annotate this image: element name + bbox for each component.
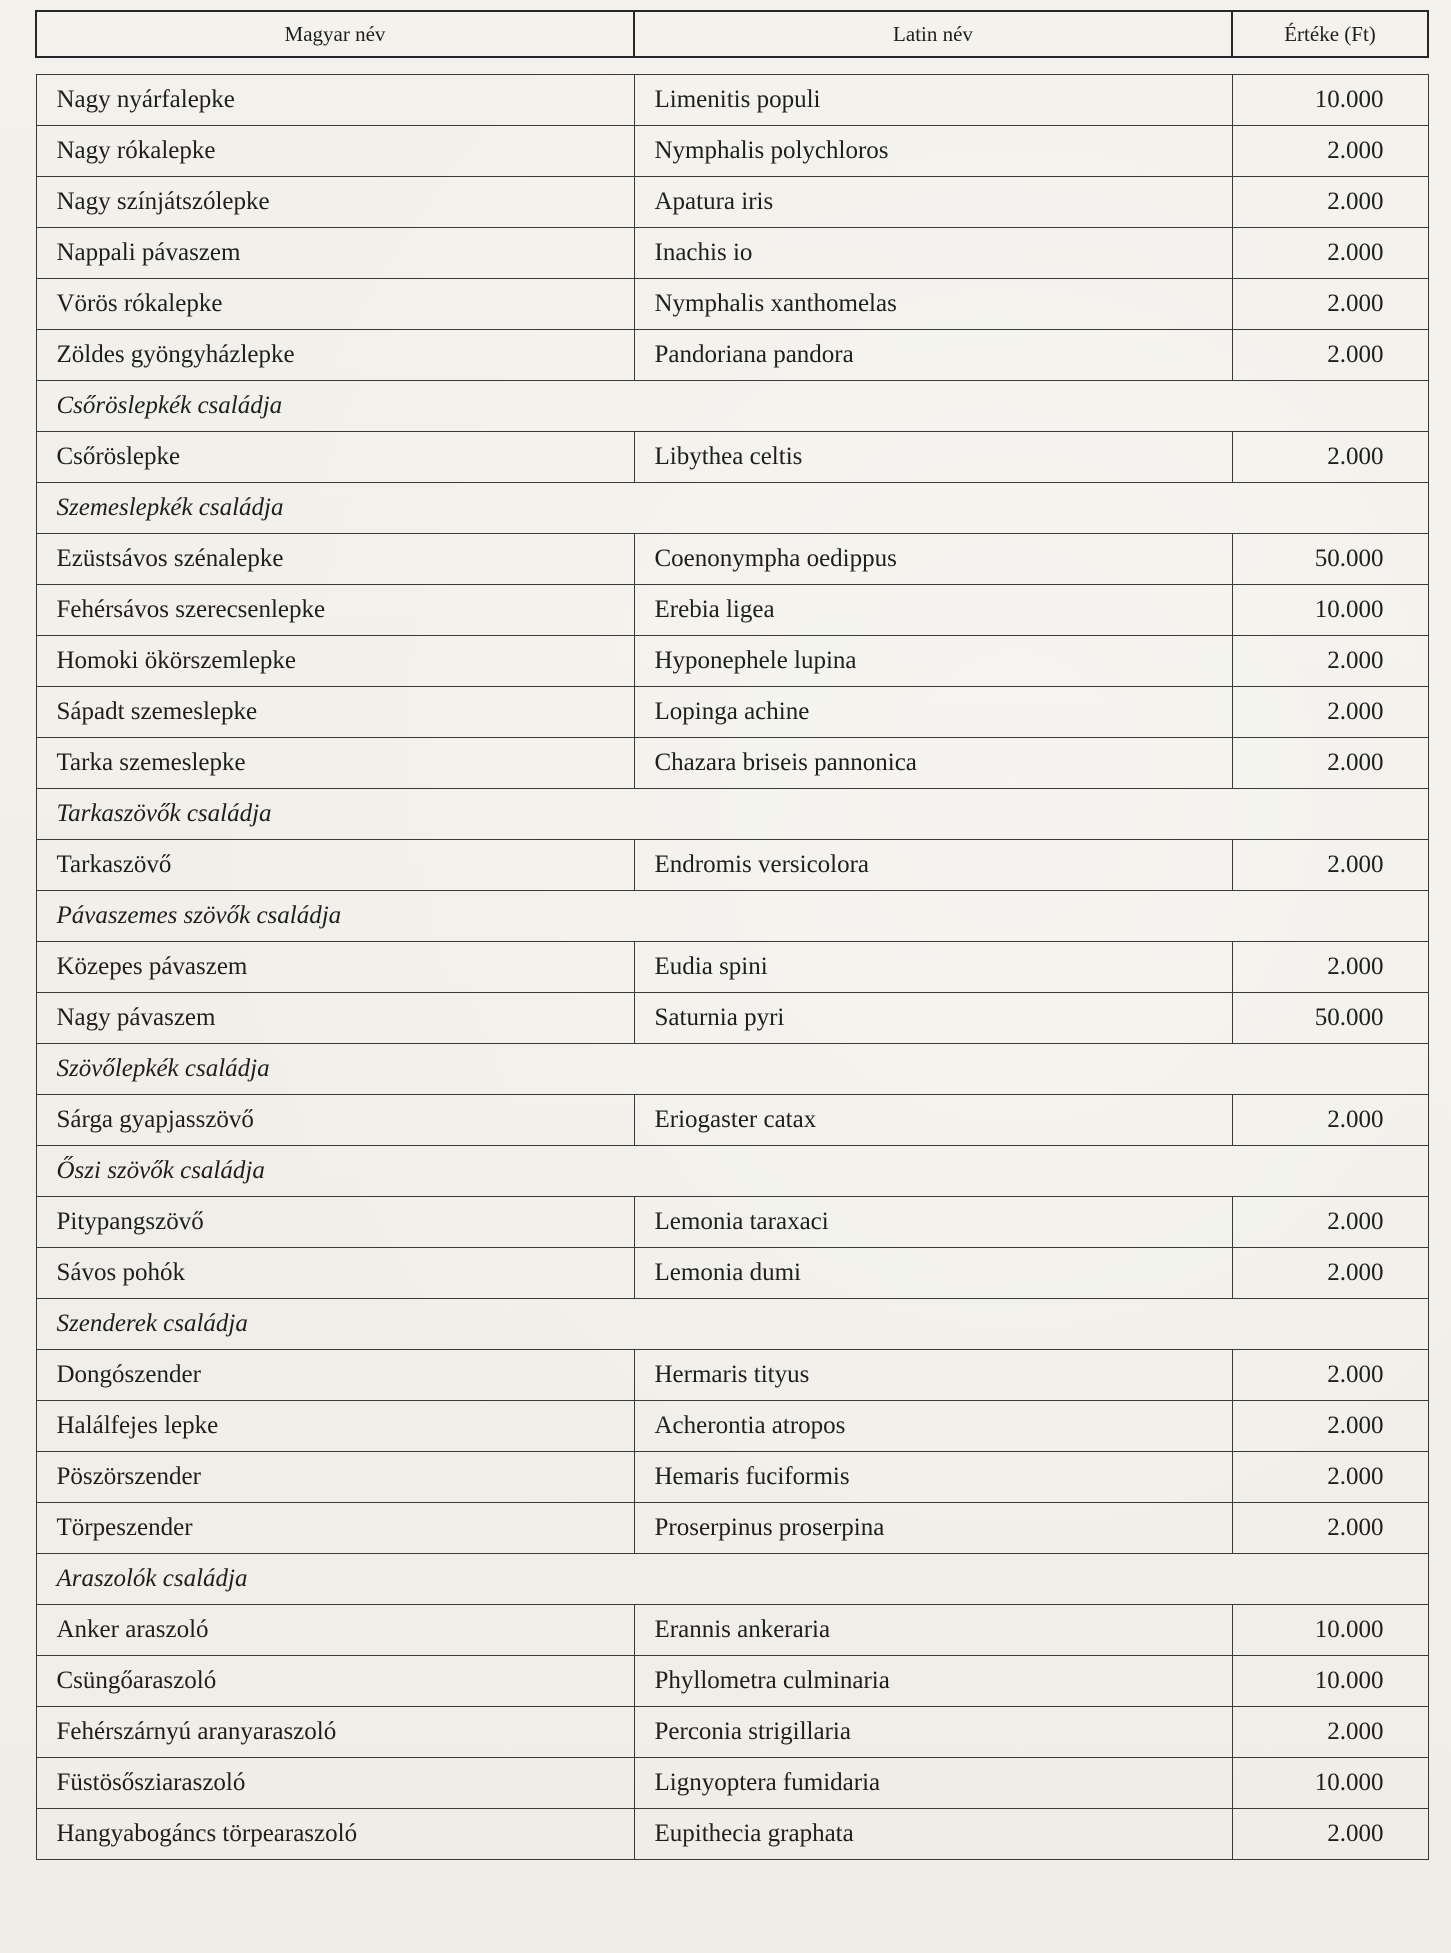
latin-name-cell: Lemonia dumi (634, 1248, 1232, 1299)
value-cell: 2.000 (1232, 1350, 1428, 1401)
latin-name-cell: Pandoriana pandora (634, 330, 1232, 381)
table-row (36, 1707, 1428, 1758)
family-heading: Szövőlepkék családja (36, 1044, 1428, 1095)
value-cell: 2.000 (1232, 126, 1428, 177)
table-row (36, 1452, 1428, 1503)
table-row (36, 636, 1428, 687)
value-cell: 2.000 (1232, 1248, 1428, 1299)
latin-name-cell: Nymphalis xanthomelas (634, 279, 1232, 330)
table-row (36, 1401, 1428, 1452)
value-cell: 2.000 (1232, 279, 1428, 330)
family-heading-row (36, 381, 1428, 432)
table-row (36, 585, 1428, 636)
value-cell: 2.000 (1232, 738, 1428, 789)
latin-name-cell: Eriogaster catax (634, 1095, 1232, 1146)
table-row (36, 993, 1428, 1044)
latin-name-cell: Eupithecia graphata (634, 1809, 1232, 1860)
hungarian-name-cell: Füstösősziaraszoló (36, 1758, 634, 1809)
latin-name-cell: Erannis ankeraria (634, 1605, 1232, 1656)
header-value: Értéke (Ft) (1232, 11, 1428, 57)
family-heading: Szemeslepkék családja (36, 483, 1428, 534)
latin-name-cell: Hemaris fuciformis (634, 1452, 1232, 1503)
latin-name-cell: Perconia strigillaria (634, 1707, 1232, 1758)
hungarian-name-cell: Hangyabogáncs törpearaszoló (36, 1809, 634, 1860)
value-cell: 2.000 (1232, 1401, 1428, 1452)
table-row (36, 1248, 1428, 1299)
table-body (36, 75, 1428, 1860)
latin-name-cell: Libythea celtis (634, 432, 1232, 483)
value-cell: 50.000 (1232, 534, 1428, 585)
latin-name-cell: Erebia ligea (634, 585, 1232, 636)
table-row (36, 1503, 1428, 1554)
family-heading: Araszolók családja (36, 1554, 1428, 1605)
value-cell: 2.000 (1232, 1452, 1428, 1503)
hungarian-name-cell: Pöszörszender (36, 1452, 634, 1503)
value-cell: 2.000 (1232, 330, 1428, 381)
value-cell: 10.000 (1232, 585, 1428, 636)
value-cell: 2.000 (1232, 1809, 1428, 1860)
value-cell: 2.000 (1232, 228, 1428, 279)
latin-name-cell: Lemonia taraxaci (634, 1197, 1232, 1248)
hungarian-name-cell: Fehérsávos szerecsenlepke (36, 585, 634, 636)
table-row (36, 534, 1428, 585)
hungarian-name-cell: Tarkaszövő (36, 840, 634, 891)
hungarian-name-cell: Sávos pohók (36, 1248, 634, 1299)
table-row (36, 279, 1428, 330)
table-row (36, 738, 1428, 789)
latin-name-cell: Nymphalis polychloros (634, 126, 1232, 177)
table-row (36, 1809, 1428, 1860)
hungarian-name-cell: Sárga gyapjasszövő (36, 1095, 634, 1146)
table-row (36, 432, 1428, 483)
hungarian-name-cell: Csőröslepke (36, 432, 634, 483)
latin-name-cell: Chazara briseis pannonica (634, 738, 1232, 789)
family-heading-row (36, 789, 1428, 840)
table-row (36, 1197, 1428, 1248)
latin-name-cell: Apatura iris (634, 177, 1232, 228)
latin-name-cell: Proserpinus proserpina (634, 1503, 1232, 1554)
family-heading-row (36, 1554, 1428, 1605)
hungarian-name-cell: Dongószender (36, 1350, 634, 1401)
latin-name-cell: Eudia spini (634, 942, 1232, 993)
hungarian-name-cell: Ezüstsávos szénalepke (36, 534, 634, 585)
hungarian-name-cell: Sápadt szemeslepke (36, 687, 634, 738)
hungarian-name-cell: Nagy pávaszem (36, 993, 634, 1044)
family-heading-row (36, 1146, 1428, 1197)
family-heading: Pávaszemes szövők családja (36, 891, 1428, 942)
hungarian-name-cell: Tarka szemeslepke (36, 738, 634, 789)
table-row (36, 1605, 1428, 1656)
latin-name-cell: Phyllometra culminaria (634, 1656, 1232, 1707)
value-cell: 10.000 (1232, 75, 1428, 126)
value-cell: 10.000 (1232, 1605, 1428, 1656)
table-row (36, 1350, 1428, 1401)
value-cell: 2.000 (1232, 687, 1428, 738)
value-cell: 2.000 (1232, 1197, 1428, 1248)
value-cell: 2.000 (1232, 1095, 1428, 1146)
hungarian-name-cell: Közepes pávaszem (36, 942, 634, 993)
value-cell: 50.000 (1232, 993, 1428, 1044)
family-heading-row (36, 891, 1428, 942)
hungarian-name-cell: Anker araszoló (36, 1605, 634, 1656)
family-heading-row (36, 1299, 1428, 1350)
value-cell: 2.000 (1232, 1503, 1428, 1554)
hungarian-name-cell: Csüngőaraszoló (36, 1656, 634, 1707)
header-gap (36, 57, 1428, 75)
value-cell: 2.000 (1232, 942, 1428, 993)
hungarian-name-cell: Pitypangszövő (36, 1197, 634, 1248)
value-cell: 2.000 (1232, 432, 1428, 483)
latin-name-cell: Limenitis populi (634, 75, 1232, 126)
hungarian-name-cell: Nappali pávaszem (36, 228, 634, 279)
value-cell: 2.000 (1232, 840, 1428, 891)
latin-name-cell: Hyponephele lupina (634, 636, 1232, 687)
latin-name-cell: Lopinga achine (634, 687, 1232, 738)
latin-name-cell: Acherontia atropos (634, 1401, 1232, 1452)
table-row (36, 1095, 1428, 1146)
hungarian-name-cell: Vörös rókalepke (36, 279, 634, 330)
table-row (36, 126, 1428, 177)
latin-name-cell: Endromis versicolora (634, 840, 1232, 891)
value-cell: 10.000 (1232, 1656, 1428, 1707)
value-cell: 2.000 (1232, 177, 1428, 228)
family-heading-row (36, 483, 1428, 534)
latin-name-cell: Lignyoptera fumidaria (634, 1758, 1232, 1809)
table-row (36, 177, 1428, 228)
hungarian-name-cell: Zöldes gyöngyházlepke (36, 330, 634, 381)
hungarian-name-cell: Nagy színjátszólepke (36, 177, 634, 228)
header-latin-name: Latin név (634, 11, 1232, 57)
latin-name-cell: Coenonympha oedippus (634, 534, 1232, 585)
table-row (36, 75, 1428, 126)
table-row (36, 942, 1428, 993)
table-row (36, 840, 1428, 891)
table-row (36, 330, 1428, 381)
header-hungarian-name: Magyar név (36, 11, 634, 57)
value-cell: 2.000 (1232, 636, 1428, 687)
family-heading: Őszi szövők családja (36, 1146, 1428, 1197)
latin-name-cell: Saturnia pyri (634, 993, 1232, 1044)
family-heading-row (36, 1044, 1428, 1095)
header-row (36, 11, 1428, 57)
hungarian-name-cell: Nagy rókalepke (36, 126, 634, 177)
table-header (36, 11, 1428, 57)
table-row (36, 1656, 1428, 1707)
family-heading: Csőröslepkék családja (36, 381, 1428, 432)
value-cell: 10.000 (1232, 1758, 1428, 1809)
family-heading: Tarkaszövők családja (36, 789, 1428, 840)
latin-name-cell: Hermaris tityus (634, 1350, 1232, 1401)
value-cell: 2.000 (1232, 1707, 1428, 1758)
table-row (36, 228, 1428, 279)
hungarian-name-cell: Nagy nyárfalepke (36, 75, 634, 126)
hungarian-name-cell: Homoki ökörszemlepke (36, 636, 634, 687)
latin-name-cell: Inachis io (634, 228, 1232, 279)
hungarian-name-cell: Halálfejes lepke (36, 1401, 634, 1452)
hungarian-name-cell: Törpeszender (36, 1503, 634, 1554)
family-heading: Szenderek családja (36, 1299, 1428, 1350)
hungarian-name-cell: Fehérszárnyú aranyaraszoló (36, 1707, 634, 1758)
table-row (36, 1758, 1428, 1809)
species-table (35, 10, 1429, 1860)
table-row (36, 687, 1428, 738)
